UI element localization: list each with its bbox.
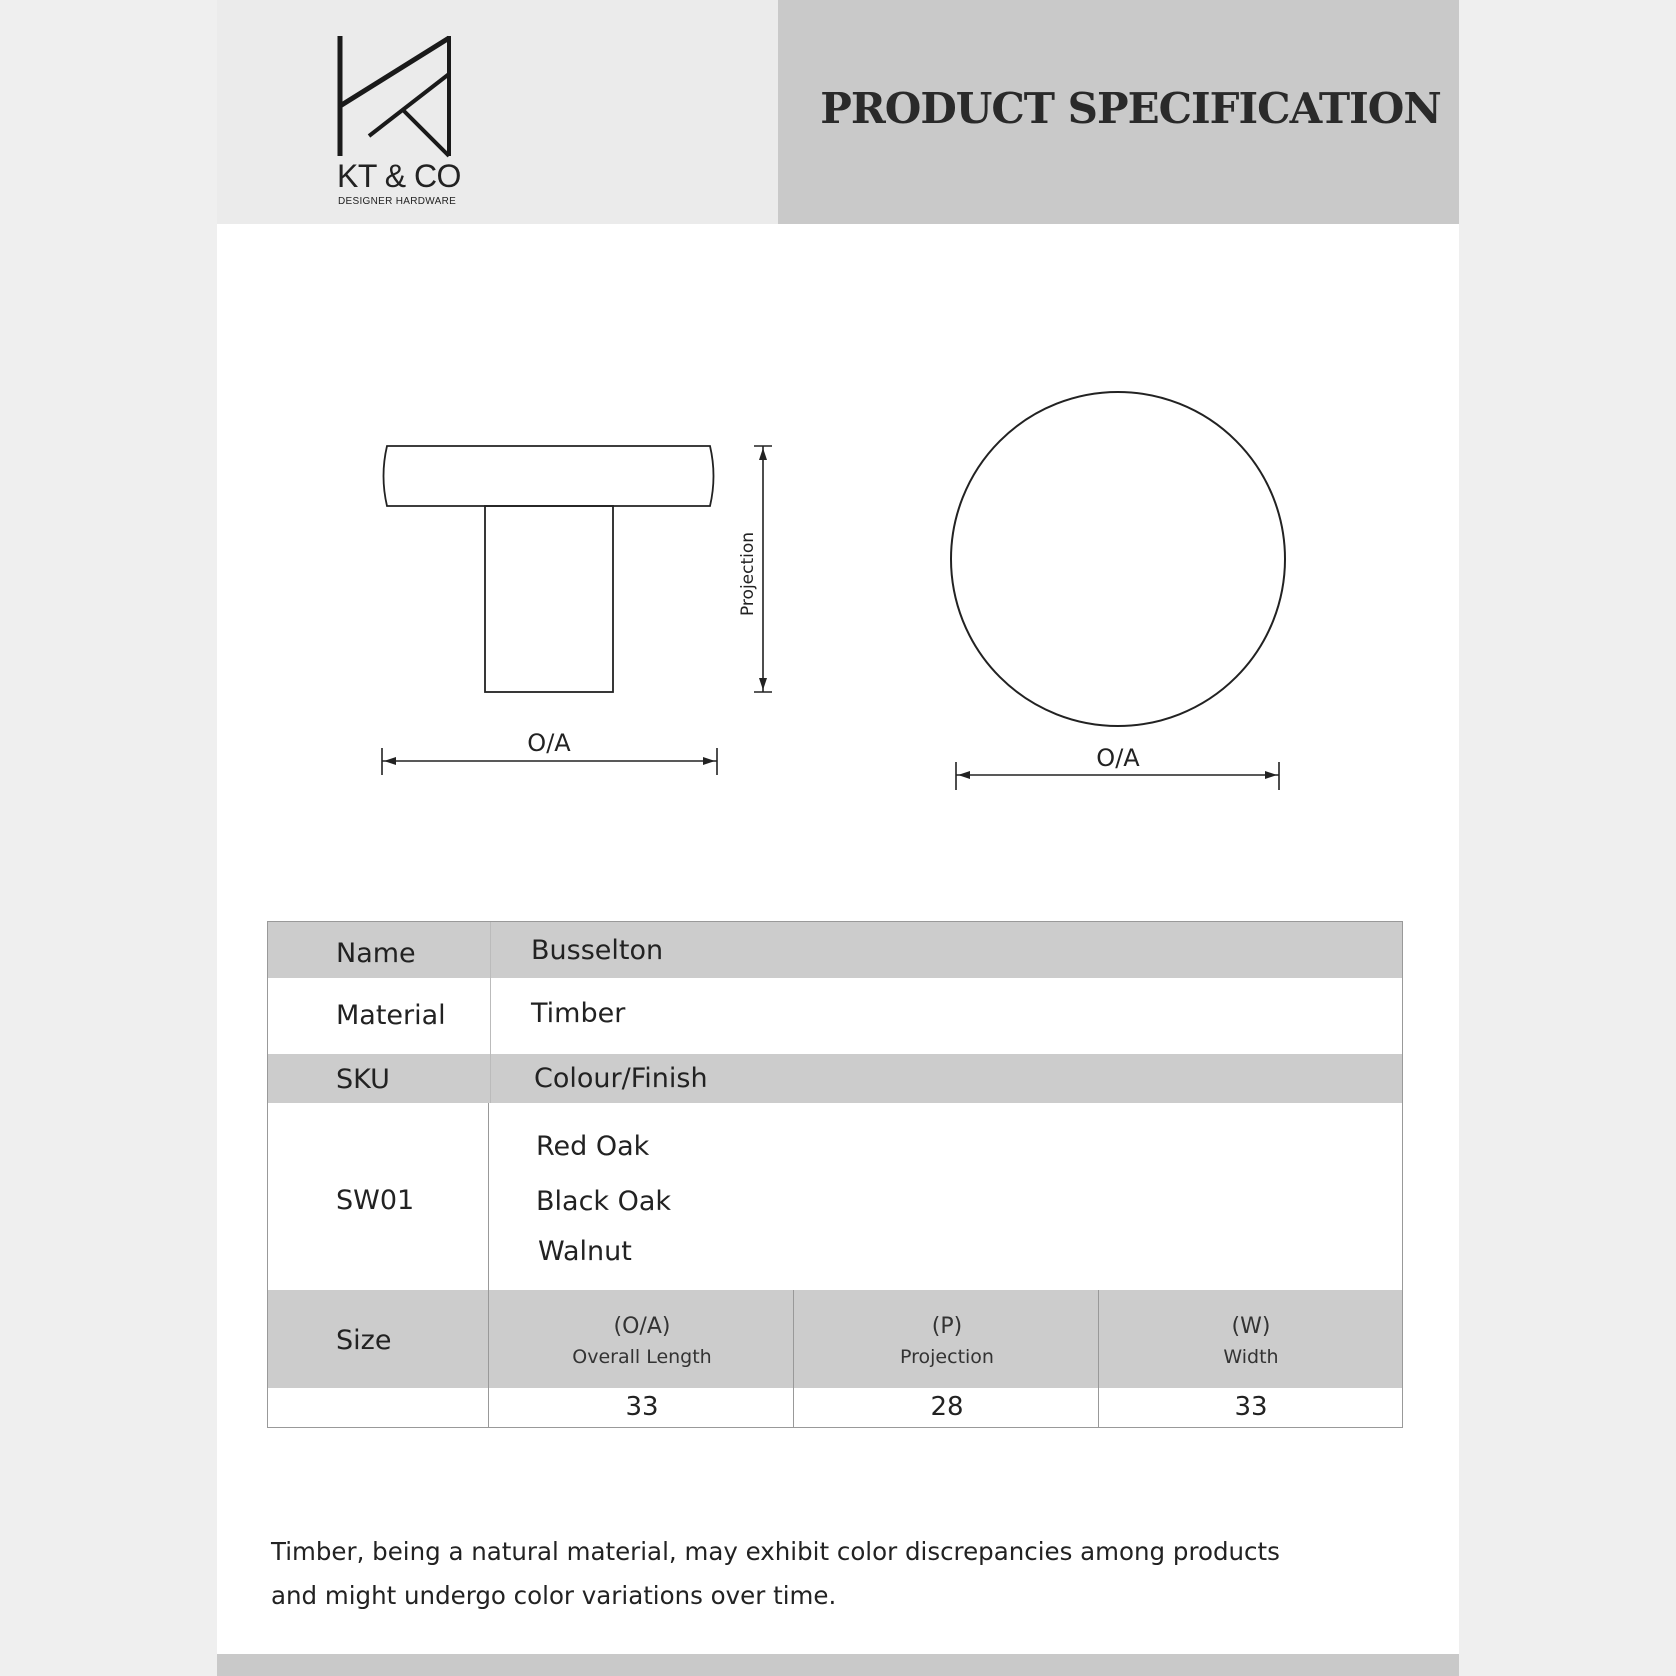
finish-label: Colour/Finish [534, 1063, 708, 1094]
size-col-width [1100, 1316, 1402, 1367]
page-title: PRODUCT SPECIFICATION [820, 84, 1441, 133]
table-row-material [268, 978, 1402, 1054]
table-row-sku [268, 1103, 1402, 1290]
sku-value: SW01 [336, 1185, 415, 1216]
size-col-abbr: (O/A) [613, 1314, 671, 1339]
oa-label-top: O/A [1096, 744, 1140, 772]
finish-item: Red Oak [536, 1131, 650, 1162]
size-col-name: Projection [900, 1346, 994, 1368]
finish-item: Black Oak [536, 1186, 672, 1217]
knob-cap-outline [384, 446, 714, 506]
table-row-size-values [268, 1388, 1402, 1427]
table-row-name [268, 922, 1402, 978]
size-col-abbr: (W) [1231, 1314, 1271, 1339]
name-value: Busselton [531, 935, 664, 966]
table-row-sku-header [268, 1054, 1402, 1103]
finish-item: Walnut [538, 1236, 632, 1267]
size-col-name: Overall Length [572, 1346, 712, 1368]
size-value-projection: 28 [930, 1392, 964, 1422]
column-divider [488, 1103, 489, 1427]
footer-bar [217, 1654, 1459, 1676]
size-col-abbr: (P) [931, 1314, 963, 1339]
technical-drawing [217, 0, 1459, 900]
knob-stem-outline [485, 506, 613, 692]
size-value-overall-length: 33 [625, 1392, 659, 1422]
brand-tagline: DESIGNER HARDWARE [338, 196, 457, 207]
material-label: Material [336, 1000, 446, 1031]
spec-sheet [217, 0, 1459, 1676]
timber-disclaimer [271, 1530, 1421, 1618]
side-view [382, 446, 772, 775]
spec-table [267, 921, 1403, 1428]
size-col-projection [795, 1316, 1099, 1367]
column-divider [1098, 1290, 1099, 1427]
name-label: Name [336, 938, 416, 969]
sku-label: SKU [336, 1064, 390, 1095]
column-divider [490, 922, 491, 1103]
column-divider [793, 1290, 794, 1427]
size-col-name: Width [1223, 1346, 1279, 1368]
size-col-overall-length [490, 1316, 794, 1367]
table-row-size-header [268, 1290, 1402, 1388]
projection-label: Projection [738, 531, 758, 617]
size-value-width: 33 [1234, 1392, 1268, 1422]
disclaimer-line: and might undergo color variations over time. [271, 1581, 837, 1610]
brand-name: KT & CO [337, 158, 461, 194]
top-view [951, 392, 1285, 790]
oa-label-side: O/A [527, 729, 571, 757]
material-value: Timber [531, 998, 626, 1029]
knob-top-outline [951, 392, 1285, 726]
size-label: Size [336, 1325, 392, 1356]
disclaimer-line: Timber, being a natural material, may exhibit color discrepancies among products [271, 1537, 1280, 1566]
